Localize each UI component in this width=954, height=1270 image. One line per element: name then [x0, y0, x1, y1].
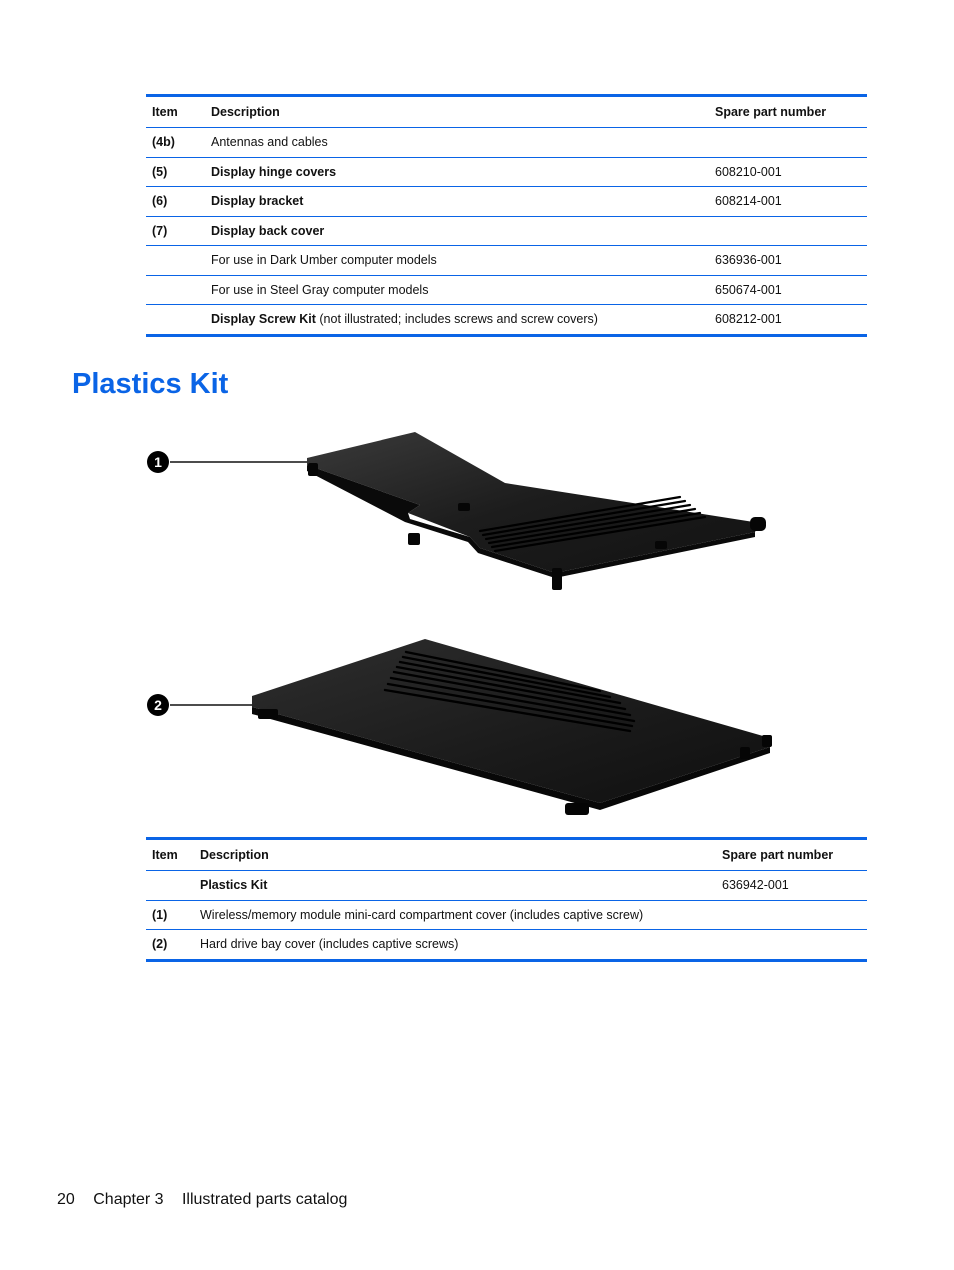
description-cell: Display bracket: [205, 187, 709, 217]
item-cell: [146, 871, 194, 901]
description-note-text: (not illustrated; includes screws and screw covers): [315, 312, 598, 327]
table-row: [146, 275, 867, 305]
description-cell: For use in Steel Gray computer models: [205, 275, 709, 305]
description-cell: For use in Dark Umber computer models: [205, 246, 709, 276]
chapter-label: Chapter 3: [93, 1191, 164, 1208]
table-row: [146, 187, 867, 217]
spare-part-cell: 608212-001: [709, 305, 867, 336]
table-row: [146, 930, 867, 961]
spare-part-cell: [716, 900, 867, 930]
section-title: Plastics Kit: [72, 368, 229, 400]
table-header-row: [146, 96, 867, 128]
item-cell: (1): [146, 900, 194, 930]
item-cell: (5): [146, 157, 205, 187]
item-cell: [146, 246, 205, 276]
chapter-title: Illustrated parts catalog: [181, 1191, 348, 1208]
spare-part-cell: 636942-001: [716, 871, 867, 901]
spare-part-cell: 608214-001: [709, 187, 867, 217]
description-cell: Display back cover: [205, 216, 709, 246]
spare-part-cell: 636936-001: [709, 246, 867, 276]
plastics-kit-illustration: [140, 425, 780, 825]
hard-drive-cover-part: [252, 639, 772, 815]
plastics-kit-table: [146, 837, 867, 962]
spare-part-column-header: Spare part number: [709, 96, 867, 128]
table-header-row: [146, 839, 867, 871]
description-bold-text: Display Screw Kit: [211, 312, 316, 327]
description-cell: Display hinge covers: [205, 157, 709, 187]
item-cell: (6): [146, 187, 205, 217]
item-cell: (4b): [146, 128, 205, 158]
item-column-header: Item: [146, 96, 205, 128]
spare-part-cell: 650674-001: [709, 275, 867, 305]
table-row: [146, 900, 867, 930]
spare-part-cell: [716, 930, 867, 961]
spare-part-column-header: Spare part number: [716, 839, 867, 871]
description-cell: Hard drive bay cover (includes captive screws): [194, 930, 716, 961]
item-cell: (7): [146, 216, 205, 246]
display-parts-table: [146, 94, 867, 337]
description-cell: [205, 305, 709, 336]
item-cell: (2): [146, 930, 194, 961]
description-cell: Plastics Kit: [194, 871, 716, 901]
table-row: [146, 216, 867, 246]
spare-part-cell: 608210-001: [709, 157, 867, 187]
table-row: [146, 157, 867, 187]
table-row: [146, 246, 867, 276]
description-column-header: Description: [194, 839, 716, 871]
callout-2: [147, 694, 252, 716]
callout-1-label: 1: [154, 454, 162, 470]
description-cell: Antennas and cables: [205, 128, 709, 158]
callout-2-label: 2: [154, 697, 162, 713]
description-cell: Wireless/memory module mini-card compartment cover (includes captive screw): [194, 900, 716, 930]
item-cell: [146, 305, 205, 336]
compartment-cover-part: [307, 432, 766, 590]
callout-1: [147, 451, 307, 473]
description-column-header: Description: [205, 96, 709, 128]
item-cell: [146, 275, 205, 305]
item-column-header: Item: [146, 839, 194, 871]
spare-part-cell: [709, 128, 867, 158]
table-row: [146, 871, 867, 901]
page-number: 20: [57, 1191, 75, 1208]
page-footer: [57, 1191, 361, 1209]
table-row: [146, 305, 867, 336]
spare-part-cell: [709, 216, 867, 246]
table-row: [146, 128, 867, 158]
